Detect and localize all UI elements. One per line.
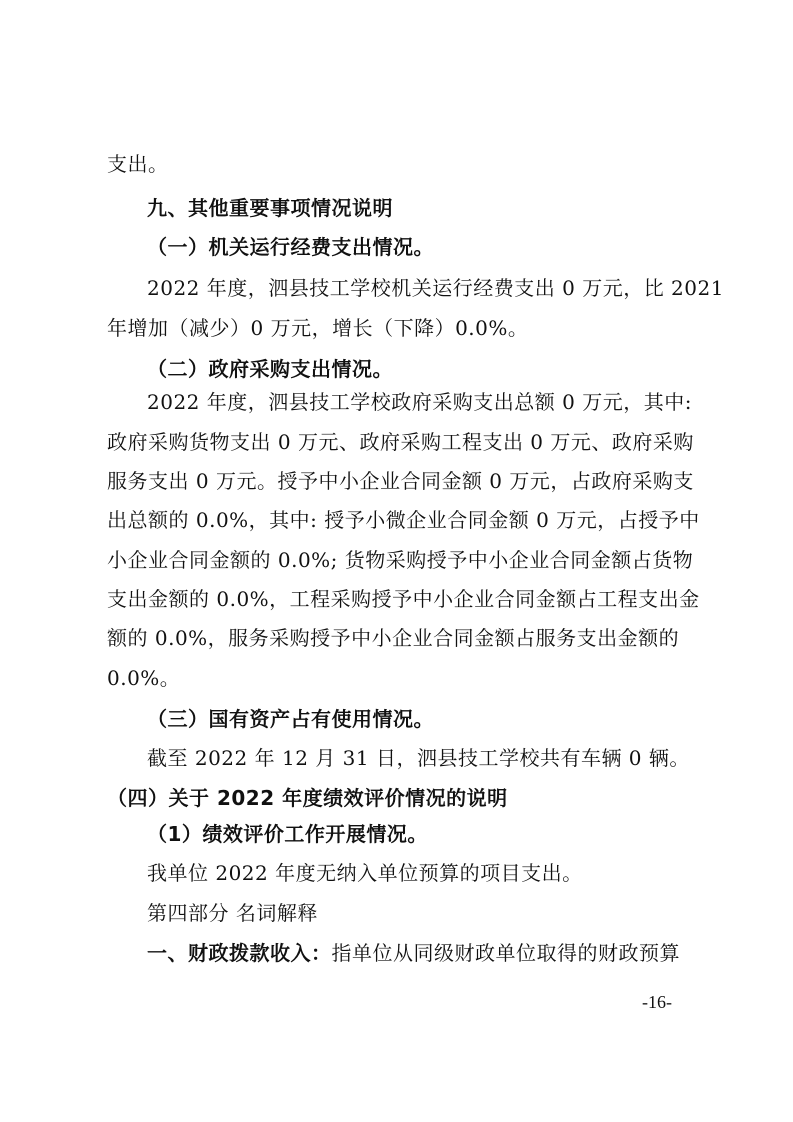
definition-term: 一、财政拨款收入： — [147, 941, 332, 965]
subheading-performance-evaluation: （四）关于 2022 年度绩效评价情况的说明 — [107, 786, 508, 810]
paragraph-procurement-line-5: 小企业合同金额的 0.0%; 货物采购授予中小企业合同金额占货物 — [107, 548, 694, 572]
paragraph-procurement-line-3: 服务支出 0 万元。授予中小企业合同金额 0 万元，占政府采购支 — [107, 469, 694, 493]
paragraph-operating-expenses-line-2: 年增加（减少）0 万元，增长（下降）0.0%。 — [107, 316, 529, 340]
paragraph-performance-work: 我单位 2022 年度无纳入单位预算的项目支出。 — [147, 861, 583, 885]
paragraph-operating-expenses-line-1: 2022 年度，泗县技工学校机关运行经费支出 0 万元，比 2021 — [147, 276, 724, 300]
paragraph-procurement-line-8: 0.0%。 — [107, 666, 181, 690]
subheading-performance-work: （1）绩效评价工作开展情况。 — [147, 822, 428, 846]
subheading-state-assets: （三）国有资产占有使用情况。 — [147, 707, 434, 731]
page-number: -16- — [642, 992, 672, 1012]
paragraph-state-assets: 截至 2022 年 12 月 31 日，泗县技工学校共有车辆 0 辆。 — [147, 746, 690, 770]
paragraph-procurement-line-2: 政府采购货物支出 0 万元、政府采购工程支出 0 万元、政府采购 — [107, 430, 694, 454]
subheading-government-procurement: （二）政府采购支出情况。 — [147, 357, 393, 381]
paragraph-procurement-line-4: 出总额的 0.0%，其中: 授予小微企业合同金额 0 万元，占授予中 — [107, 508, 700, 532]
paragraph-procurement-line-6: 支出金额的 0.0%，工程采购授予中小企业合同金额占工程支出金 — [107, 587, 700, 611]
continued-text: 支出。 — [107, 152, 169, 176]
definition-fiscal-appropriation — [147, 939, 680, 967]
paragraph-procurement-line-7: 额的 0.0%，服务采购授予中小企业合同金额占服务支出金额的 — [107, 626, 680, 650]
subheading-operating-expenses: （一）机关运行经费支出情况。 — [147, 235, 434, 259]
definition-text: 指单位从同级财政单位取得的财政预算 — [331, 941, 680, 965]
paragraph-procurement-line-1: 2022 年度，泗县技工学校政府采购支出总额 0 万元，其中: — [147, 390, 692, 414]
section-heading-9: 九、其他重要事项情况说明 — [147, 196, 393, 220]
part-four-heading: 第四部分 名词解释 — [147, 901, 318, 925]
